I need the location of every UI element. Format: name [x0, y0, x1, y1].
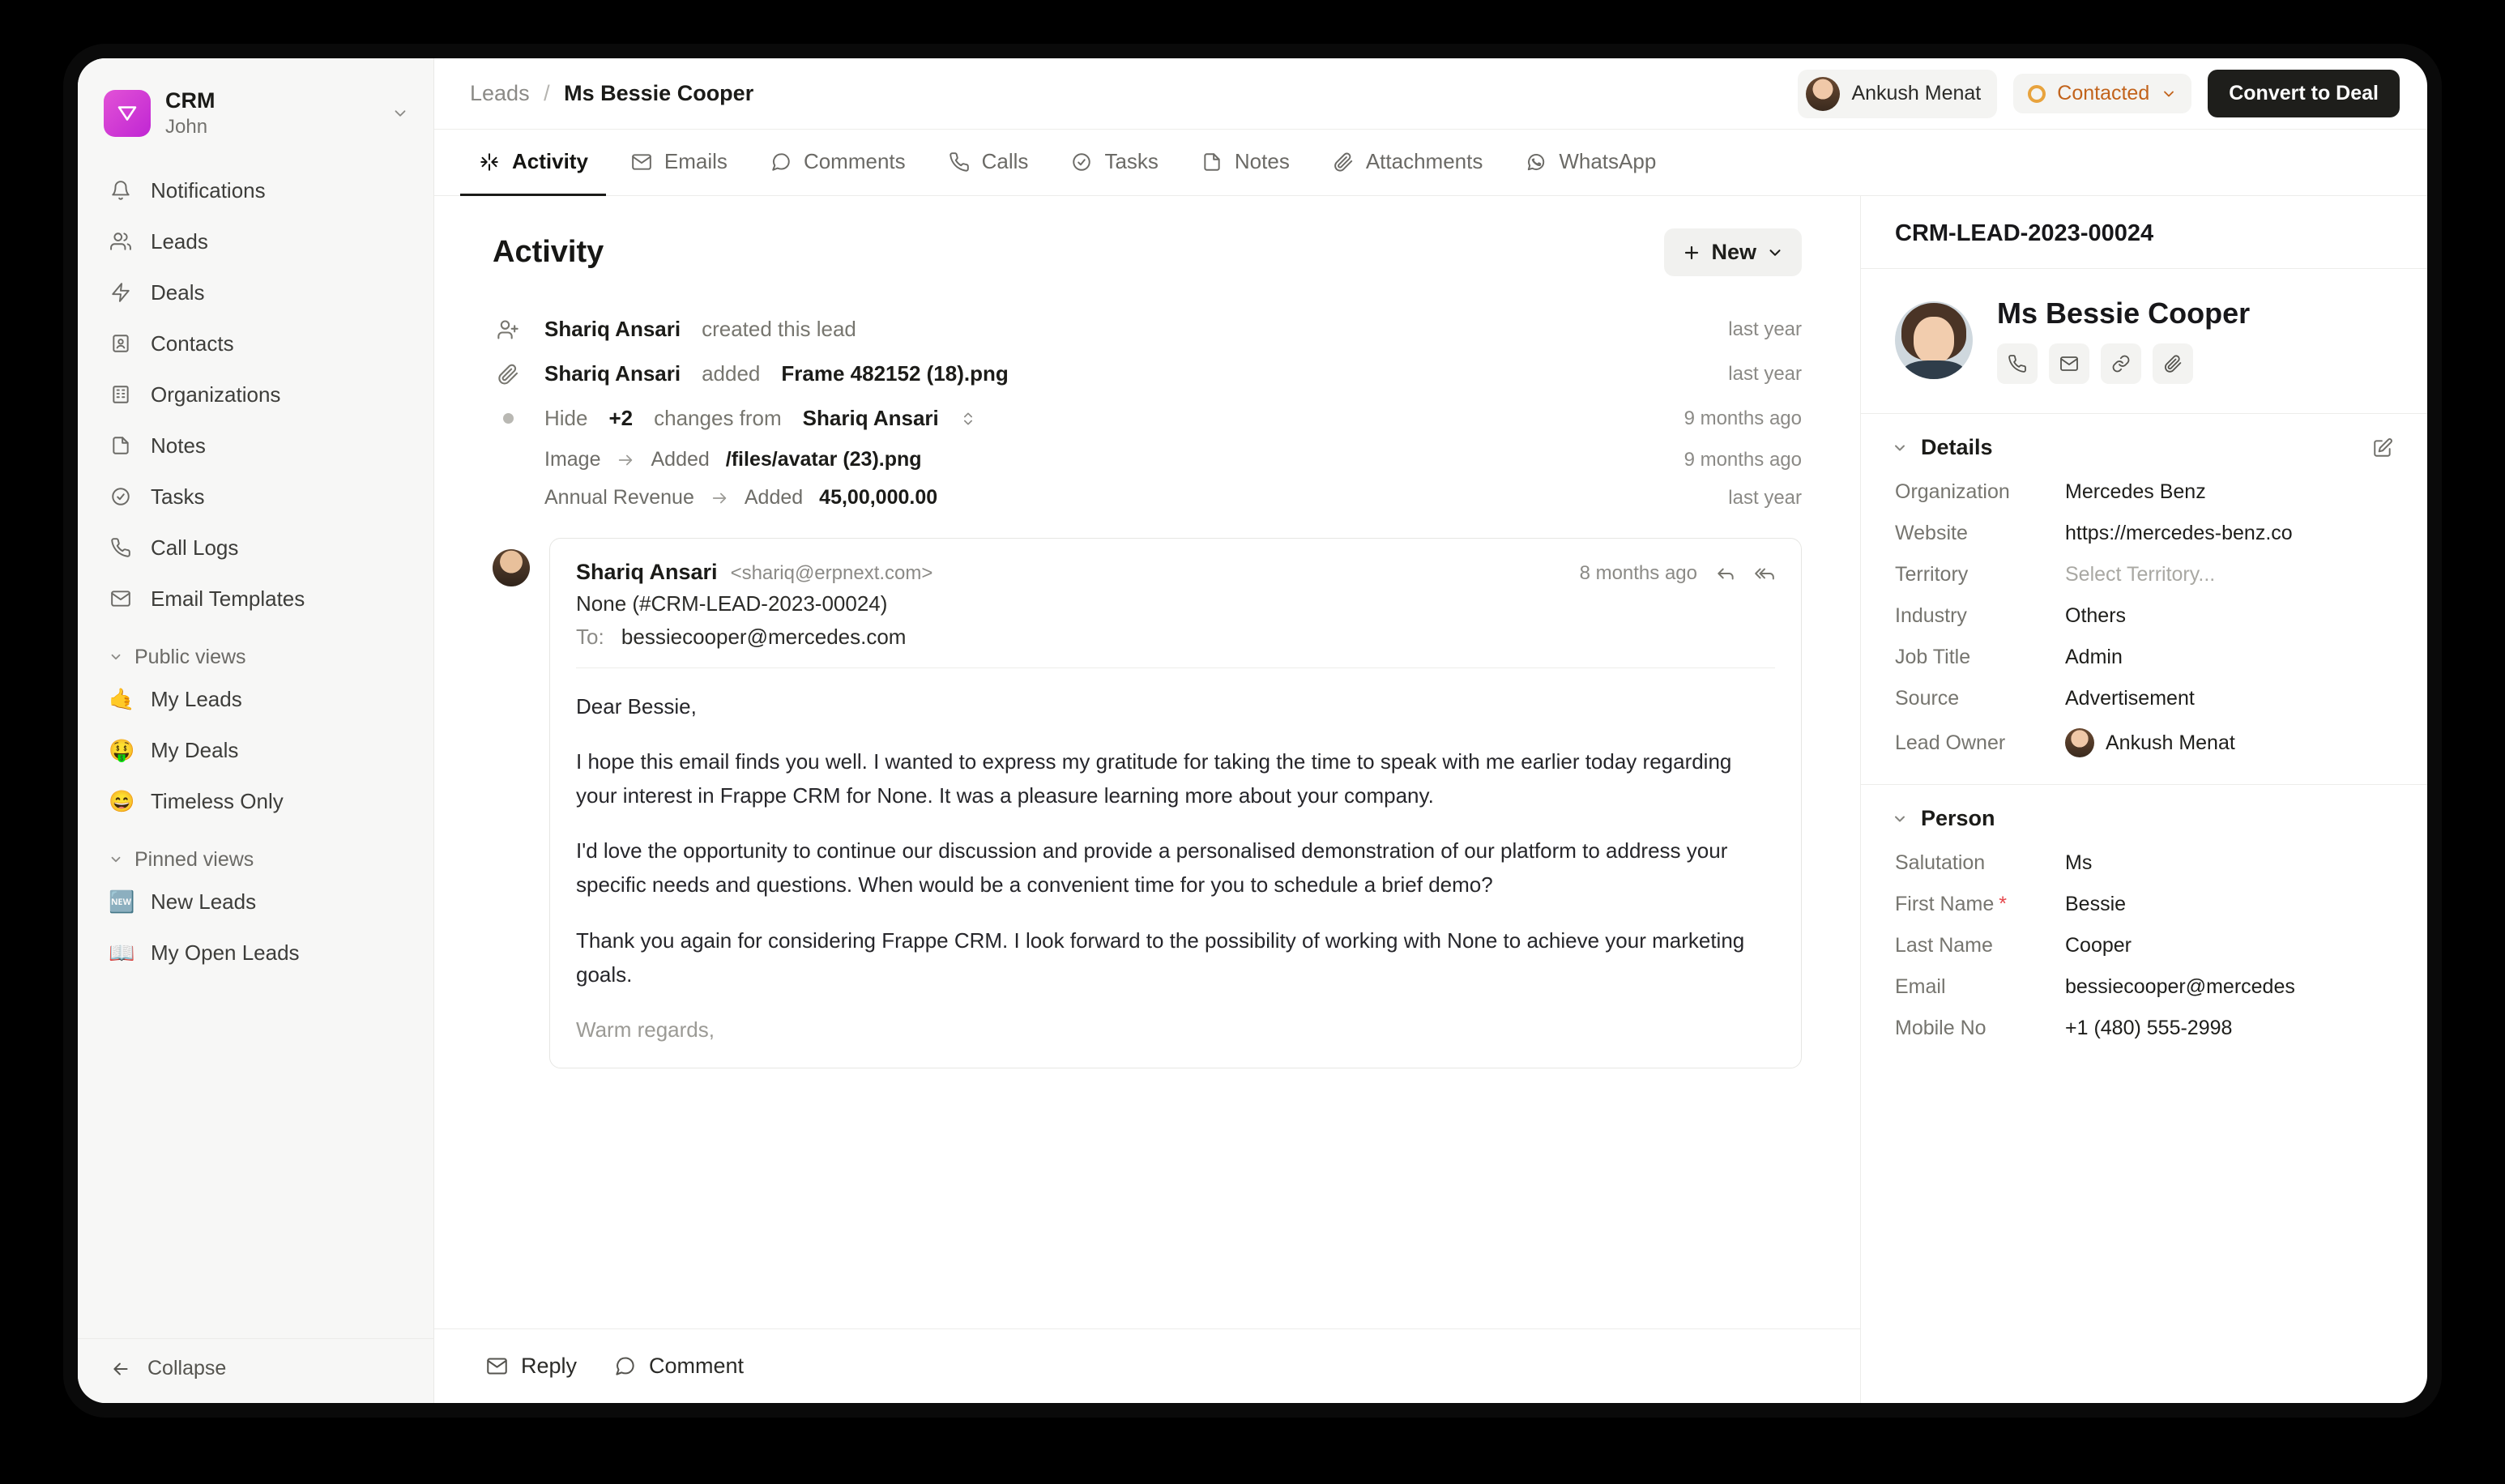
field-label: Territory — [1895, 563, 1969, 586]
comment-button[interactable] — [614, 1354, 744, 1379]
field-label: Website — [1895, 522, 1968, 544]
details-title: Details — [1921, 435, 1993, 459]
assignee-chip[interactable] — [1798, 70, 1997, 118]
mail-icon — [109, 586, 133, 611]
field-value-wrap — [2065, 728, 2393, 757]
person-name: Ms Bessie Cooper — [1997, 296, 2251, 330]
user-plus-icon — [493, 318, 523, 341]
comment-label: Comment — [649, 1354, 745, 1378]
sidebar-item-tasks[interactable] — [96, 474, 416, 520]
tab-notes[interactable] — [1183, 130, 1308, 196]
change-row-annual-revenue — [493, 479, 1802, 517]
email-paragraph: Thank you again for considering Frappe CRM. I look forward to the possibility of working with None to achieve your marketing goals. — [576, 927, 1745, 987]
pinned-views-label: Pinned views — [134, 847, 254, 871]
change-time: last year — [1728, 486, 1802, 509]
status-dot-icon — [2028, 85, 2046, 103]
tab-label: Attachments — [1365, 149, 1483, 173]
change-value: /files/avatar (23).png — [725, 448, 922, 471]
brand-user: John — [165, 115, 208, 138]
task-icon — [1070, 151, 1093, 173]
email-header — [576, 560, 1775, 585]
field-value: bessiecooper@mercedes — [2065, 975, 2295, 998]
link-icon[interactable] — [2101, 343, 2141, 384]
new-button-label: New — [1711, 240, 1756, 264]
activity-event-created — [493, 307, 1802, 352]
content-wrap — [434, 196, 2427, 1403]
avatar — [493, 549, 530, 586]
detail-field-source[interactable] — [1861, 678, 2427, 719]
sidebar-item-label: Organizations — [151, 382, 281, 407]
sidebar-item-label: My Leads — [151, 686, 242, 711]
chevron-down-icon — [1892, 440, 1908, 456]
reply-icon[interactable] — [1715, 563, 1736, 584]
lead-id-header — [1861, 196, 2427, 269]
tab-emails[interactable] — [612, 130, 745, 196]
mail-icon — [486, 1355, 508, 1377]
collapse-arrow-icon — [110, 1358, 131, 1380]
detail-field-website[interactable] — [1861, 513, 2427, 554]
email-sender-address: <shariq@erpnext.com> — [730, 562, 933, 584]
chevron-updown-icon — [960, 411, 976, 427]
tab-label: Activity — [512, 149, 588, 173]
public-views-header[interactable] — [109, 646, 416, 669]
sidebar-item-new-leads[interactable] — [96, 879, 416, 925]
change-time: 9 months ago — [1684, 448, 1802, 471]
detail-field-job-title[interactable] — [1861, 637, 2427, 678]
details-section-header[interactable] — [1861, 414, 2427, 471]
convert-to-deal-button[interactable]: Convert to Deal — [2208, 70, 2400, 117]
sidebar-item-my-open-leads[interactable] — [96, 930, 416, 976]
activity-scroll[interactable] — [434, 196, 1860, 1328]
notes-icon — [109, 433, 133, 458]
field-value: Select Territory... — [2065, 563, 2216, 586]
crm-logo-icon — [104, 90, 151, 137]
tab-attachments[interactable] — [1314, 130, 1501, 196]
group-time: 9 months ago — [1684, 407, 1802, 429]
paperclip-icon[interactable] — [2153, 343, 2193, 384]
new-emoji-icon: 🆕 — [109, 889, 135, 914]
main-area — [434, 58, 2427, 1403]
book-emoji-icon: 📖 — [109, 940, 135, 965]
tasks-icon — [109, 484, 133, 509]
sidebar-item-call-logs[interactable] — [96, 525, 416, 571]
email-content — [576, 668, 1775, 1047]
status-badge[interactable] — [2013, 74, 2191, 113]
deals-icon — [109, 280, 133, 305]
email-time: 8 months ago — [1579, 562, 1697, 584]
tab-whatsapp[interactable] — [1507, 130, 1674, 196]
email-paragraph: I'd love the opportunity to continue our discussion and provide a personalised demonstration of our platform to address your specific needs and questions. When would be a convenient time for you to schedule a brief demo? — [576, 838, 1728, 898]
sidebar-item-label: Deals — [151, 279, 205, 305]
avatar — [2065, 728, 2094, 757]
sidebar-item-email-templates[interactable] — [96, 576, 416, 622]
email-body-box — [549, 538, 1802, 1068]
field-value: Ankush Menat — [2106, 731, 2235, 754]
sidebar-item-label: Call Logs — [151, 535, 239, 560]
event-actor: Shariq Ansari — [544, 317, 681, 341]
email-icon — [630, 151, 653, 173]
email-signoff: Warm regards, — [576, 1017, 715, 1042]
person-section-header[interactable] — [1861, 785, 2427, 842]
tab-comments[interactable] — [752, 130, 924, 196]
detail-field-industry[interactable] — [1861, 595, 2427, 637]
field-label: Source — [1895, 687, 1960, 710]
smile-emoji-icon: 😄 — [109, 788, 135, 813]
activity-footer-actions — [434, 1328, 1860, 1403]
field-label: Organization — [1895, 480, 2010, 503]
note-icon — [1201, 151, 1223, 173]
email-paragraph: Dear Bessie, — [576, 694, 697, 719]
field-label: Mobile No — [1895, 1017, 1987, 1039]
comment-icon — [770, 151, 792, 173]
event-actor: Shariq Ansari — [544, 361, 681, 386]
change-field: Image — [544, 448, 601, 471]
event-time: last year — [1728, 318, 1802, 340]
detail-field-territory[interactable] — [1861, 554, 2427, 595]
event-time: last year — [1728, 362, 1802, 385]
email-activity-card — [493, 538, 1802, 1068]
group-actor: Shariq Ansari — [802, 406, 939, 430]
money-face-emoji-icon: 🤑 — [109, 737, 135, 762]
tab-label: Comments — [803, 149, 906, 173]
phone-icon — [948, 151, 971, 173]
topbar — [434, 58, 2427, 130]
comment-icon — [614, 1355, 636, 1377]
chevron-down-icon — [391, 104, 409, 122]
sidebar-item-leads[interactable] — [96, 219, 416, 265]
sidebar-spacer — [78, 979, 433, 1338]
paperclip-icon — [1332, 151, 1355, 173]
status-label: Contacted — [2057, 82, 2150, 104]
sidebar-item-notifications[interactable] — [96, 168, 416, 214]
quick-actions — [1997, 343, 2250, 384]
sidebar-item-deals[interactable] — [96, 270, 416, 316]
field-label: Industry — [1895, 604, 1967, 627]
change-row-image — [493, 441, 1802, 479]
change-value: 45,00,000.00 — [819, 486, 938, 509]
tab-activity[interactable] — [460, 130, 606, 196]
field-value: Mercedes Benz — [2065, 480, 2206, 503]
person-field-last-name[interactable] — [1861, 925, 2427, 966]
tab-label: Tasks — [1104, 149, 1159, 173]
phone-icon[interactable] — [1997, 343, 2038, 384]
organizations-icon — [109, 382, 133, 407]
breadcrumb-root[interactable]: Leads — [470, 81, 530, 105]
change-action: Added — [744, 486, 804, 509]
sidebar — [78, 58, 434, 1403]
tab-label: WhatsApp — [1559, 149, 1657, 173]
group-count: +2 — [608, 406, 634, 430]
email-to-address: bessiecooper@mercedes.com — [621, 625, 907, 649]
collapse-sidebar-button[interactable] — [78, 1338, 433, 1403]
sidebar-item-timeless-only[interactable] — [96, 778, 416, 825]
lead-id: CRM-LEAD-2023-00024 — [1895, 220, 2154, 246]
chevron-down-icon — [1892, 811, 1908, 827]
event-target: Frame 482152 (18).png — [781, 361, 1009, 386]
brand-switcher[interactable] — [97, 83, 416, 144]
sidebar-item-label: Leads — [151, 228, 208, 254]
change-action: Added — [651, 448, 710, 471]
person-field-email[interactable] — [1861, 966, 2427, 1008]
breadcrumb-current: Ms Bessie Cooper — [564, 81, 754, 105]
field-value: +1 (480) 555-2998 — [2065, 1017, 2233, 1039]
activity-column — [434, 196, 1860, 1403]
phone-icon — [109, 535, 133, 560]
email-to-label: To: — [576, 625, 604, 649]
brand-text — [165, 87, 377, 139]
bell-icon — [109, 178, 133, 203]
activity-change-group-toggle[interactable] — [493, 396, 1802, 441]
sidebar-item-notes[interactable] — [96, 423, 416, 469]
field-label: Job Title — [1895, 646, 1971, 668]
app-window — [78, 58, 2427, 1403]
detail-field-organization[interactable] — [1861, 471, 2427, 513]
breadcrumb — [470, 81, 753, 106]
field-value: https://mercedes-benz.co — [2065, 522, 2293, 544]
sidebar-item-label: My Open Leads — [151, 940, 300, 965]
group-mid-label: changes from — [654, 406, 782, 430]
timeline-dot-icon — [493, 413, 523, 424]
sidebar-item-label: New Leads — [151, 889, 257, 914]
person-summary-text — [1997, 296, 2250, 384]
detail-panel — [1860, 196, 2427, 1403]
collapse-label: Collapse — [147, 1357, 227, 1380]
sidebar-item-contacts[interactable] — [96, 321, 416, 367]
sidebar-item-my-deals[interactable] — [96, 727, 416, 774]
email-subject: None (#CRM-LEAD-2023-00024) — [576, 591, 888, 616]
mail-icon[interactable] — [2049, 343, 2089, 384]
field-label: Last Name — [1895, 934, 1993, 957]
field-label: Email — [1895, 975, 1946, 998]
leads-icon — [109, 229, 133, 254]
required-marker: * — [1999, 893, 2007, 915]
topbar-actions — [1798, 70, 2400, 118]
email-recipient-row — [576, 625, 1775, 668]
person-title: Person — [1921, 806, 1995, 830]
person-field-salutation[interactable] — [1861, 842, 2427, 884]
person-summary — [1861, 269, 2427, 414]
field-label: Salutation — [1895, 851, 1986, 874]
field-label: Lead Owner — [1895, 731, 2006, 754]
event-action: added — [702, 361, 761, 386]
email-paragraph: I hope this email finds you well. I wanted to express my gratitude for taking the time to speak with me earlier today regarding your interest in Frappe CRM for None. It was a pleasure learning more about your company. — [576, 749, 1732, 808]
chevron-down-icon — [2161, 86, 2177, 102]
public-views-label: Public views — [134, 645, 246, 668]
paperclip-icon — [493, 363, 523, 386]
contacts-icon — [109, 331, 133, 356]
whatsapp-icon — [1525, 151, 1547, 173]
reply-label: Reply — [521, 1354, 578, 1378]
person-field-first-name[interactable] — [1861, 884, 2427, 925]
tab-label: Calls — [981, 149, 1029, 173]
tab-calls[interactable] — [930, 130, 1047, 196]
sidebar-item-label: Tasks — [151, 484, 205, 509]
activity-event-attachment — [493, 352, 1802, 396]
event-action: created this lead — [702, 317, 856, 341]
sidebar-item-organizations[interactable] — [96, 372, 416, 418]
email-sender-name: Shariq Ansari — [576, 560, 718, 584]
tab-tasks[interactable] — [1052, 130, 1176, 196]
new-button[interactable] — [1664, 228, 1802, 276]
tab-label: Notes — [1234, 149, 1290, 173]
plus-icon — [1682, 243, 1701, 262]
breadcrumb-separator: / — [544, 81, 550, 105]
field-value: Ms — [2065, 851, 2093, 874]
sidebar-item-label: Timeless Only — [151, 788, 284, 813]
assignee-name: Ankush Menat — [1851, 82, 1982, 104]
reply-button[interactable] — [486, 1354, 577, 1379]
sidebar-item-label: Email Templates — [151, 586, 305, 611]
chevron-down-icon — [109, 650, 123, 664]
field-value: Bessie — [2065, 893, 2127, 915]
pinned-views-header[interactable] — [109, 848, 416, 872]
avatar[interactable] — [1895, 301, 1973, 379]
field-value: Advertisement — [2065, 687, 2195, 710]
detail-field-lead-owner[interactable] — [1861, 719, 2427, 766]
field-value: Others — [2065, 604, 2127, 627]
chevron-down-icon — [109, 852, 123, 867]
activity-icon — [478, 151, 501, 173]
reply-all-icon[interactable] — [1754, 563, 1775, 584]
sidebar-item-label: My Deals — [151, 737, 239, 762]
avatar — [1806, 77, 1840, 111]
brand-title: CRM — [165, 88, 216, 113]
hand-emoji-icon: 🤙 — [109, 686, 135, 711]
arrow-right-icon — [617, 451, 634, 469]
sidebar-item-my-leads[interactable] — [96, 676, 416, 723]
chevron-down-icon — [1766, 244, 1784, 262]
field-value: Cooper — [2065, 934, 2132, 957]
sidebar-item-label: Notes — [151, 433, 206, 458]
tab-label: Emails — [664, 149, 728, 173]
edit-icon[interactable] — [2372, 437, 2393, 458]
email-header-actions — [1580, 562, 1775, 585]
sidebar-item-label: Contacts — [151, 330, 234, 356]
sidebar-item-label: Notifications — [151, 177, 266, 203]
person-field-mobile-no[interactable] — [1861, 1008, 2427, 1049]
field-value: Admin — [2065, 646, 2123, 668]
change-field: Annual Revenue — [544, 486, 694, 509]
activity-header — [493, 228, 1802, 276]
tab-bar — [434, 130, 2427, 196]
arrow-right-icon — [711, 489, 728, 507]
field-label: First Name * — [1895, 893, 2007, 915]
group-toggle-label: Hide — [544, 406, 588, 430]
page-title: Activity — [493, 235, 604, 269]
